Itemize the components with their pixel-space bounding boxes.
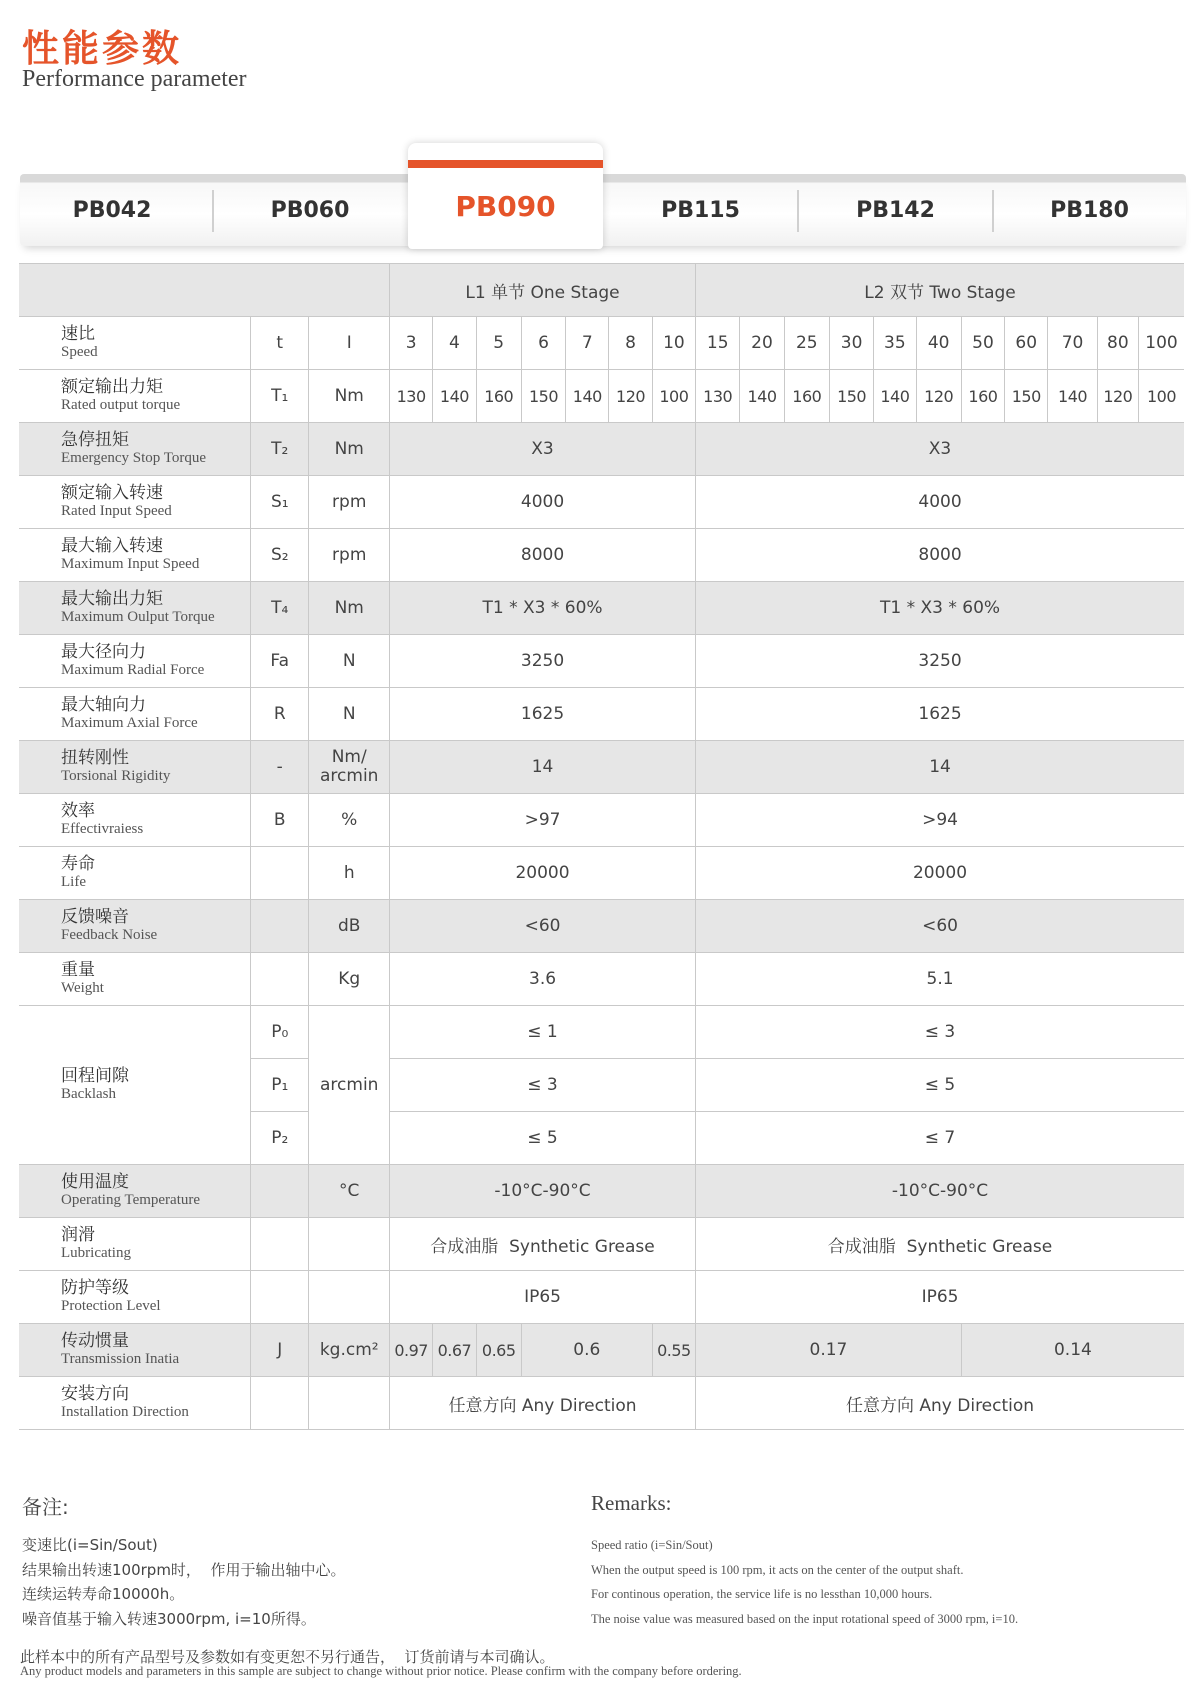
stage1-value: 8000 (390, 529, 696, 582)
row-symbol (251, 900, 309, 953)
ratio-cell: 20 (740, 317, 784, 370)
row-symbol (251, 1165, 309, 1218)
row-name (19, 582, 251, 635)
ratio-cell: 35 (874, 317, 916, 370)
row-name (19, 423, 251, 476)
row-symbol: T₁ (251, 370, 309, 423)
table-row-efficiency (19, 794, 1184, 847)
table-row-weight (19, 953, 1184, 1006)
row-symbol: B (251, 794, 309, 847)
stage2-value: 4000 (696, 476, 1184, 529)
row-name-en: Maximum Axial Force (61, 715, 198, 731)
row-unit (309, 1377, 390, 1430)
ratio-cell: 3 (390, 317, 433, 370)
row-name (19, 900, 251, 953)
row-unit: N (309, 635, 390, 688)
torque-cell: 120 (916, 370, 961, 423)
remark-line-cn: 噪音值基于输入转速3000rpm, i=10所得。 (22, 1609, 316, 1628)
stage1-value: 3.6 (390, 953, 696, 1006)
torque-cell: 140 (566, 370, 609, 423)
row-name (19, 1006, 251, 1165)
row-name-cn: 传动惯量 (61, 1331, 129, 1351)
stage2-value: 任意方向 Any Direction (696, 1377, 1184, 1430)
torque-cell: 100 (1138, 370, 1184, 423)
inertia-cell: 0.14 (961, 1324, 1184, 1377)
performance-table (19, 263, 1184, 1430)
footer-notice-cn: 此样本中的所有产品型号及参数如有变更恕不另行通告， 订货前请与本司确认。 (20, 1648, 555, 1666)
row-name-en: Backlash (61, 1086, 116, 1102)
page-title-en: Performance parameter (22, 66, 247, 92)
row-name-en: Operating Temperature (61, 1192, 201, 1208)
table-row-backlash-p0 (19, 1006, 1184, 1059)
row-name-cn: 急停扭矩 (61, 430, 129, 450)
remark-line-en: When the output speed is 100 rpm, it acts on the center of the output shaft. (591, 1562, 964, 1577)
row-name (19, 635, 251, 688)
ratio-cell: 30 (829, 317, 873, 370)
ratio-cell: 80 (1097, 317, 1138, 370)
ratio-cell: 40 (916, 317, 961, 370)
table-row-torsional-rigidity (19, 741, 1184, 794)
row-name (19, 688, 251, 741)
inertia-cell: 0.55 (652, 1324, 695, 1377)
inertia-cell: 0.17 (696, 1324, 962, 1377)
table-row-life (19, 847, 1184, 900)
row-name-cn: 使用温度 (61, 1172, 129, 1192)
tab-pb090[interactable]: PB090 (455, 189, 556, 223)
row-unit: Nm/ arcmin (309, 741, 390, 794)
ratio-cell: 25 (784, 317, 829, 370)
ratio-cell: 60 (1005, 317, 1048, 370)
row-name-cn: 最大输入转速 (61, 536, 163, 556)
row-unit: Kg (309, 953, 390, 1006)
row-name-en: Effectivraiess (61, 821, 144, 837)
remarks-list-cn (22, 1533, 345, 1631)
table-row-max-output-torque (19, 582, 1184, 635)
inertia-cell: 0.65 (476, 1324, 521, 1377)
ratio-cell: 70 (1048, 317, 1097, 370)
row-name-cn: 润滑 (61, 1225, 95, 1245)
torque-cell: 130 (696, 370, 740, 423)
stage2-value: ≤ 5 (696, 1059, 1184, 1112)
stage2-value: 5.1 (696, 953, 1184, 1006)
remark-line-cn: 连续运转寿命10000h。 (22, 1585, 185, 1603)
inertia-cell: 0.97 (390, 1324, 433, 1377)
row-symbol (251, 1271, 309, 1324)
ratio-cell: 15 (696, 317, 740, 370)
row-name-cn: 最大轴向力 (61, 695, 146, 715)
stage1-value: IP65 (390, 1271, 696, 1324)
row-unit: Nm (309, 423, 390, 476)
row-unit: kg.cm² (309, 1324, 390, 1377)
row-unit: Nm (309, 582, 390, 635)
table-row-feedback-noise (19, 900, 1184, 953)
stage1-value: -10°C-90°C (390, 1165, 696, 1218)
stage1-value: 3250 (390, 635, 696, 688)
row-unit: I (309, 317, 390, 370)
torque-cell: 150 (1005, 370, 1048, 423)
stage2-value: 8000 (696, 529, 1184, 582)
ratio-cell: 4 (433, 317, 476, 370)
stage1-value: ≤ 5 (390, 1112, 696, 1165)
torque-cell: 120 (609, 370, 652, 423)
torque-cell: 120 (1097, 370, 1138, 423)
row-name (19, 317, 251, 370)
stage1-value: 14 (390, 741, 696, 794)
row-symbol: T₄ (251, 582, 309, 635)
active-tab-indicator (408, 160, 603, 168)
stage1-value: 合成油脂 Synthetic Grease (390, 1218, 696, 1271)
remarks-title-cn: 备注: (22, 1495, 69, 1519)
row-symbol: J (251, 1324, 309, 1377)
table-row-rated-torque (19, 370, 1184, 423)
row-name (19, 953, 251, 1006)
row-symbol: T₂ (251, 423, 309, 476)
row-symbol (251, 953, 309, 1006)
stage1-value: ≤ 3 (390, 1059, 696, 1112)
row-name (19, 847, 251, 900)
row-unit: dB (309, 900, 390, 953)
stage1-value: 4000 (390, 476, 696, 529)
stage2-value: 14 (696, 741, 1184, 794)
row-symbol (251, 1377, 309, 1430)
table-row-emergency-stop-torque (19, 423, 1184, 476)
ratio-cell: 5 (476, 317, 521, 370)
stage2-value: -10°C-90°C (696, 1165, 1184, 1218)
row-symbol: Fa (251, 635, 309, 688)
stage2-value: ≤ 3 (696, 1006, 1184, 1059)
table-row-operating-temperature (19, 1165, 1184, 1218)
row-name-en: Torsional Rigidity (61, 768, 171, 784)
row-unit: % (309, 794, 390, 847)
row-name-en: Installation Direction (61, 1404, 189, 1420)
row-symbol: P₁ (251, 1059, 309, 1112)
tab-pb060[interactable]: PB060 (270, 197, 350, 223)
stage1-value: 20000 (390, 847, 696, 900)
stage-header-row (19, 264, 1184, 317)
inertia-cell: 0.6 (521, 1324, 652, 1377)
row-name-cn: 安装方向 (61, 1384, 129, 1404)
stage1-value: T1 * X3 * 60% (390, 582, 696, 635)
table-row-speed (19, 317, 1184, 370)
ratio-cell: 8 (609, 317, 652, 370)
row-name (19, 529, 251, 582)
row-name-cn: 最大输出力矩 (61, 589, 163, 609)
table-row-max-axial-force (19, 688, 1184, 741)
torque-cell: 140 (433, 370, 476, 423)
row-name-en: Maximum Radial Force (61, 662, 205, 678)
tab-pb115[interactable]: PB115 (661, 197, 740, 223)
row-name-en: Life (61, 874, 86, 890)
row-symbol (251, 847, 309, 900)
inertia-cell: 0.67 (433, 1324, 476, 1377)
stage1-value: X3 (390, 423, 696, 476)
row-name-cn: 扭转刚性 (61, 748, 129, 768)
torque-cell: 140 (740, 370, 784, 423)
row-name-en: Feedback Noise (61, 927, 158, 943)
row-unit: Nm (309, 370, 390, 423)
torque-cell: 140 (874, 370, 916, 423)
row-unit (309, 1271, 390, 1324)
row-unit: arcmin (309, 1006, 390, 1165)
row-name-en: Weight (61, 980, 104, 996)
row-name-en: Lubricating (61, 1245, 131, 1261)
torque-cell: 160 (476, 370, 521, 423)
remark-line-en: Speed ratio (i=Sin/Sout) (591, 1538, 713, 1552)
row-name-en: Maximum Oulput Torque (61, 609, 215, 625)
row-symbol (251, 1218, 309, 1271)
stage2-value: 1625 (696, 688, 1184, 741)
row-name (19, 741, 251, 794)
stage2-value: T1 * X3 * 60% (696, 582, 1184, 635)
torque-cell: 160 (961, 370, 1004, 423)
tab-pb180[interactable]: PB180 (1050, 197, 1129, 223)
row-name (19, 1165, 251, 1218)
ratio-cell: 100 (1138, 317, 1184, 370)
stage2-value: ≤ 7 (696, 1112, 1184, 1165)
stage1-value: ≤ 1 (390, 1006, 696, 1059)
remark-line-en: The noise value was measured based on the input rotational speed of 3000 rpm, i=10. (591, 1611, 1019, 1626)
ratio-cell: 10 (652, 317, 695, 370)
row-name-en: Protection Level (61, 1298, 161, 1314)
torque-cell: 150 (829, 370, 873, 423)
stage1-value: <60 (390, 900, 696, 953)
table-row-rated-input-speed (19, 476, 1184, 529)
row-name-cn: 额定输入转速 (61, 483, 163, 503)
row-name-en: Rated output torque (61, 397, 181, 413)
row-symbol: - (251, 741, 309, 794)
row-name-cn: 寿命 (61, 854, 95, 874)
table-row-max-radial-force (19, 635, 1184, 688)
stage1-value: >97 (390, 794, 696, 847)
header-blank (19, 264, 390, 317)
row-name (19, 370, 251, 423)
torque-cell: 130 (390, 370, 433, 423)
row-symbol: t (251, 317, 309, 370)
row-symbol: S₂ (251, 529, 309, 582)
row-name (19, 794, 251, 847)
row-name-en: Transmission Inatia (61, 1351, 180, 1367)
row-name-en: Maximum Input Speed (61, 556, 200, 572)
table-row-protection-level (19, 1271, 1184, 1324)
footer-notice-en: Any product models and parameters in this sample are subject to change without prior notice. Please confirm with the company before ordering. (20, 1664, 742, 1678)
row-symbol: S₁ (251, 476, 309, 529)
stage2-header: L2 双节 Two Stage (696, 264, 1184, 317)
row-name-cn: 额定输出力矩 (61, 377, 163, 397)
stage2-value: 合成油脂 Synthetic Grease (696, 1218, 1184, 1271)
row-name-cn: 回程间隙 (61, 1066, 129, 1086)
tab-pb042[interactable]: PB042 (72, 197, 152, 223)
torque-cell: 100 (652, 370, 695, 423)
torque-cell: 160 (784, 370, 829, 423)
row-unit: rpm (309, 529, 390, 582)
stage2-value: X3 (696, 423, 1184, 476)
row-name-en: Emergency Stop Torque (61, 450, 207, 466)
row-symbol: R (251, 688, 309, 741)
row-name-cn: 效率 (61, 801, 95, 821)
row-name-en: Rated Input Speed (61, 503, 172, 519)
remark-line-en: For continous operation, the service life is no lessthan 10,000 hours. (591, 1587, 933, 1601)
stage2-value: IP65 (696, 1271, 1184, 1324)
row-name-cn: 速比 (61, 324, 95, 344)
row-unit: °C (309, 1165, 390, 1218)
stage2-value: >94 (696, 794, 1184, 847)
table-row-lubricating (19, 1218, 1184, 1271)
stage1-value: 任意方向 Any Direction (390, 1377, 696, 1430)
stage2-value: <60 (696, 900, 1184, 953)
row-name-cn: 重量 (61, 960, 95, 980)
row-symbol: P₂ (251, 1112, 309, 1165)
row-name (19, 1271, 251, 1324)
tab-pb142[interactable]: PB142 (856, 197, 935, 223)
row-unit (309, 1218, 390, 1271)
row-name-cn: 防护等级 (61, 1278, 129, 1298)
row-name (19, 1324, 251, 1377)
row-name (19, 476, 251, 529)
page-title-cn: 性能参数 (22, 27, 182, 70)
table-row-transmission-inertia (19, 1324, 1184, 1377)
stage1-header: L1 单节 One Stage (390, 264, 696, 317)
row-name (19, 1377, 251, 1430)
torque-cell: 140 (1048, 370, 1097, 423)
remarks-title-en: Remarks: (591, 1491, 672, 1515)
stage2-value: 20000 (696, 847, 1184, 900)
ratio-cell: 7 (566, 317, 609, 370)
remark-line-cn: 结果输出转速100rpm时， 作用于输出轴中心。 (22, 1560, 346, 1579)
row-name-cn: 反馈噪音 (61, 907, 129, 927)
row-symbol: P₀ (251, 1006, 309, 1059)
remark-line-cn: 变速比(i=Sin/Sout) (22, 1536, 158, 1554)
ratio-cell: 6 (521, 317, 565, 370)
row-name-cn: 最大径向力 (61, 642, 146, 662)
torque-cell: 150 (521, 370, 565, 423)
remarks-list-en (591, 1533, 1018, 1631)
row-unit: rpm (309, 476, 390, 529)
table-row-installation-direction (19, 1377, 1184, 1430)
row-name-en: Speed (61, 344, 98, 360)
ratio-cell: 50 (961, 317, 1004, 370)
table-row-max-input-speed (19, 529, 1184, 582)
row-unit: N (309, 688, 390, 741)
stage1-value: 1625 (390, 688, 696, 741)
row-unit: h (309, 847, 390, 900)
stage2-value: 3250 (696, 635, 1184, 688)
row-name (19, 1218, 251, 1271)
